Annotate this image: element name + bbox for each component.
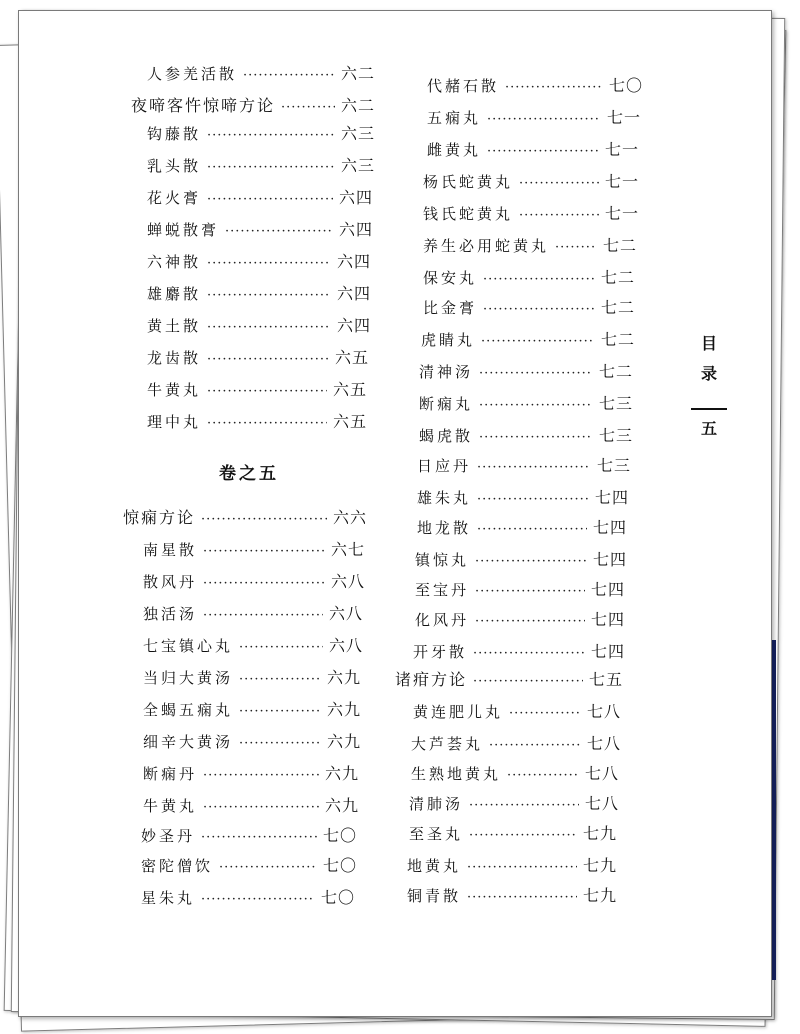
toc-entry — [147, 377, 367, 400]
toc-entry — [417, 453, 631, 476]
toc-entry — [407, 853, 617, 876]
toc-entry — [143, 793, 359, 816]
toc-entry — [427, 137, 639, 160]
toc-leader-dots — [239, 640, 323, 655]
toc-entry-title: 妙圣丹 — [141, 827, 196, 845]
toc-leader-dots — [239, 736, 321, 751]
toc-leader-dots — [487, 144, 599, 159]
toc-entry — [409, 791, 619, 814]
toc-leader-dots — [477, 522, 587, 537]
toc-leader-dots — [519, 208, 599, 223]
side-page-number: 五 — [700, 419, 717, 438]
toc-entry-title: 龙齿散 — [147, 349, 202, 367]
toc-entry-title: 细辛大黄汤 — [143, 733, 234, 751]
toc-entry — [147, 249, 371, 272]
toc-leader-dots — [201, 892, 315, 907]
toc-leader-dots — [509, 706, 581, 721]
toc-leader-dots — [203, 608, 323, 623]
toc-leader-dots — [475, 554, 587, 569]
toc-page-number: 六九 — [326, 732, 361, 751]
toc-page-number: 七二 — [600, 268, 635, 287]
toc-leader-dots — [555, 240, 597, 255]
toc-section-heading — [123, 505, 367, 528]
toc-entry — [143, 537, 365, 560]
toc-page-number: 六七 — [330, 540, 365, 559]
toc-leader-dots — [203, 576, 325, 591]
toc-entry — [423, 233, 637, 256]
toc-entry-title: 星朱丸 — [141, 889, 196, 907]
toc-leader-dots — [207, 192, 333, 207]
toc-entry-title: 惊痫方论 — [123, 508, 196, 527]
toc-leader-dots — [467, 890, 577, 905]
toc-entry — [415, 607, 625, 630]
toc-page-number: 七四 — [590, 610, 625, 629]
toc-page-number: 六四 — [338, 220, 373, 239]
toc-entry-title: 杨氏蛇黄丸 — [423, 173, 514, 191]
toc-page-number: 七四 — [590, 580, 625, 599]
toc-entry-title: 花火膏 — [147, 189, 202, 207]
toc-entry — [147, 153, 375, 176]
toc-entry-title: 至圣丸 — [409, 825, 464, 843]
toc-entry-title: 雄朱丸 — [417, 489, 472, 507]
toc-entry-title: 钱氏蛇黄丸 — [423, 205, 514, 223]
toc-entry — [413, 699, 621, 722]
toc-entry-title: 虎睛丸 — [421, 331, 476, 349]
side-label-mu: 目 — [700, 334, 717, 353]
toc-entry — [143, 697, 361, 720]
toc-page-number: 七二 — [602, 236, 637, 255]
toc-section-heading — [395, 667, 623, 690]
toc-leader-dots — [475, 614, 585, 629]
toc-page-number: 六九 — [324, 764, 359, 783]
toc-entry — [419, 391, 633, 414]
toc-entry-title: 化风丹 — [415, 611, 470, 629]
toc-page-number: 六四 — [336, 316, 371, 335]
toc-entry — [141, 885, 355, 908]
toc-leader-dots — [207, 128, 335, 143]
toc-entry — [423, 295, 635, 318]
toc-page-number: 七二 — [600, 330, 635, 349]
toc-entry-title: 夜啼客忤惊啼方论 — [131, 96, 276, 115]
toc-page-number: 七四 — [594, 488, 629, 507]
toc-leader-dots — [207, 352, 329, 367]
toc-page-number: 六五 — [332, 412, 367, 431]
toc-leader-dots — [201, 512, 327, 527]
toc-page-number: 六五 — [334, 348, 369, 367]
toc-entry — [423, 201, 639, 224]
toc-page-number: 七〇 — [322, 856, 357, 875]
toc-page-number: 七九 — [582, 856, 617, 875]
toc-leader-dots — [239, 704, 321, 719]
toc-entry — [411, 761, 619, 784]
toc-entry-title: 雄麝散 — [147, 285, 202, 303]
toc-leader-dots — [225, 224, 333, 239]
toc-page-number: 六八 — [328, 604, 363, 623]
toc-entry — [143, 761, 359, 784]
toc-leader-dots — [479, 430, 593, 445]
toc-entry-title: 养生必用蛇黄丸 — [423, 237, 550, 255]
toc-entry-title: 当归大黄汤 — [143, 669, 234, 687]
toc-entry — [143, 665, 361, 688]
toc-page-number: 七四 — [592, 518, 627, 537]
toc-entry — [411, 731, 621, 754]
toc-entry-title: 地黄丸 — [407, 857, 462, 875]
toc-entry-title: 牛黄丸 — [147, 381, 202, 399]
toc-entry-title: 雌黄丸 — [427, 141, 482, 159]
toc-leader-dots — [507, 768, 579, 783]
toc-page-number: 六八 — [328, 636, 363, 655]
volume-heading: 卷之五 — [219, 464, 279, 484]
toc-page-number: 六九 — [326, 700, 361, 719]
toc-page-number: 六六 — [332, 508, 367, 527]
toc-entry-title: 七宝镇心丸 — [143, 637, 234, 655]
toc-page-number: 七三 — [598, 426, 633, 445]
toc-entry — [417, 515, 627, 538]
toc-page-number: 六八 — [330, 572, 365, 591]
toc-entry-title: 铜青散 — [407, 887, 462, 905]
toc-page-number: 六二 — [340, 96, 375, 115]
toc-entry-title: 六神散 — [147, 253, 202, 271]
toc-leader-dots — [519, 176, 599, 191]
toc-entry — [409, 821, 617, 844]
toc-page-number: 七九 — [582, 824, 617, 843]
toc-entry — [407, 883, 617, 906]
toc-entry — [143, 729, 361, 752]
toc-entry-title: 人参羌活散 — [147, 65, 238, 83]
toc-entry-title: 散风丹 — [143, 573, 198, 591]
toc-page-number: 七四 — [592, 550, 627, 569]
toc-entry — [143, 633, 363, 656]
toc-leader-dots — [477, 460, 591, 475]
toc-leader-dots — [239, 672, 321, 687]
toc-entry — [147, 217, 373, 240]
toc-entry-title: 乳头散 — [147, 157, 202, 175]
toc-entry-title: 独活汤 — [143, 605, 198, 623]
toc-entry-title: 黄土散 — [147, 317, 202, 335]
toc-leader-dots — [203, 768, 319, 783]
toc-page-number: 七三 — [598, 394, 633, 413]
toc-page-number: 七〇 — [608, 76, 643, 95]
toc-entry — [147, 281, 371, 304]
toc-entry — [141, 853, 357, 876]
toc-leader-dots — [467, 860, 577, 875]
toc-entry-title: 保安丸 — [423, 269, 478, 287]
toc-entry-title: 诸疳方论 — [395, 670, 468, 689]
toc-page-number: 七一 — [604, 172, 639, 191]
toc-entry — [427, 73, 643, 96]
toc-entry — [415, 577, 625, 600]
toc-entry-title: 清肺汤 — [409, 795, 464, 813]
toc-leader-dots — [203, 800, 319, 815]
toc-entry — [147, 409, 367, 432]
toc-page-number: 六四 — [336, 252, 371, 271]
toc-page-number: 六五 — [332, 380, 367, 399]
toc-entry-title: 蝉蜕散膏 — [147, 221, 220, 239]
toc-leader-dots — [479, 366, 593, 381]
toc-leader-dots — [469, 798, 579, 813]
toc-entry-title: 五痫丸 — [427, 109, 482, 127]
toc-entry-title: 断痫丸 — [419, 395, 474, 413]
toc-entry — [423, 265, 635, 288]
toc-page-number: 六九 — [324, 796, 359, 815]
toc-leader-dots — [207, 416, 327, 431]
toc-entry-title: 密陀僧饮 — [141, 857, 214, 875]
toc-entry-title: 南星散 — [143, 541, 198, 559]
toc-page-number: 七四 — [590, 642, 625, 661]
toc-leader-dots — [207, 288, 331, 303]
toc-page-number: 七〇 — [320, 888, 355, 907]
toc-leader-dots — [475, 584, 585, 599]
toc-entry-title: 生熟地黄丸 — [411, 765, 502, 783]
toc-page-number: 七一 — [604, 140, 639, 159]
toc-entry — [419, 423, 633, 446]
toc-entry — [419, 359, 633, 382]
toc-entry-title: 日应丹 — [417, 457, 472, 475]
toc-page-number: 七八 — [584, 764, 619, 783]
toc-entry — [423, 169, 639, 192]
toc-page-number: 七二 — [598, 362, 633, 381]
toc-entry-title: 至宝丹 — [415, 581, 470, 599]
toc-entry-title: 代赭石散 — [427, 77, 500, 95]
toc-leader-dots — [469, 828, 577, 843]
toc-leader-dots — [207, 160, 335, 175]
toc-leader-dots — [207, 384, 327, 399]
toc-page-number: 七〇 — [322, 826, 357, 845]
toc-page-number: 七一 — [604, 204, 639, 223]
toc-entry-title: 大芦荟丸 — [411, 735, 484, 753]
toc-entry-title: 地龙散 — [417, 519, 472, 537]
toc-page-number: 七九 — [582, 886, 617, 905]
toc-entry — [413, 639, 625, 662]
toc-page-number: 七五 — [588, 670, 623, 689]
toc-entry — [147, 61, 375, 84]
toc-section-heading — [131, 93, 375, 116]
toc-entry — [147, 121, 375, 144]
toc-entry — [147, 185, 373, 208]
toc-entry-title: 全蝎五痫丸 — [143, 701, 234, 719]
toc-leader-dots — [473, 674, 583, 689]
toc-entry-title: 开牙散 — [413, 643, 468, 661]
toc-leader-dots — [483, 272, 595, 287]
toc-page-number: 六三 — [340, 156, 375, 175]
toc-page-number: 七一 — [606, 108, 641, 127]
toc-page-number: 七八 — [586, 702, 621, 721]
toc-leader-dots — [483, 302, 595, 317]
toc-page-number: 六四 — [336, 284, 371, 303]
toc-entry — [143, 569, 365, 592]
toc-leader-dots — [281, 100, 335, 115]
toc-entry-title: 钩藤散 — [147, 125, 202, 143]
toc-leader-dots — [487, 112, 601, 127]
toc-page-number: 七八 — [584, 794, 619, 813]
toc-entry-title: 镇惊丸 — [415, 551, 470, 569]
toc-leader-dots — [207, 256, 331, 271]
toc-leader-dots — [201, 830, 317, 845]
toc-entry-title: 黄连肥儿丸 — [413, 703, 504, 721]
toc-entry — [415, 547, 627, 570]
toc-entry-title: 清神汤 — [419, 363, 474, 381]
toc-page — [18, 10, 772, 1017]
toc-entry — [421, 327, 635, 350]
toc-entry — [143, 601, 363, 624]
side-divider — [691, 408, 727, 410]
toc-leader-dots — [207, 320, 331, 335]
toc-entry — [427, 105, 641, 128]
toc-page-number: 七三 — [596, 456, 631, 475]
toc-page-number: 六三 — [340, 124, 375, 143]
side-label-lu: 录 — [700, 364, 717, 383]
toc-page-number: 六九 — [326, 668, 361, 687]
toc-entry — [417, 485, 629, 508]
toc-leader-dots — [219, 860, 317, 875]
toc-entry — [147, 313, 371, 336]
toc-page-number: 七二 — [600, 298, 635, 317]
toc-page-number: 六二 — [340, 64, 375, 83]
toc-page-number: 七八 — [586, 734, 621, 753]
toc-page-number: 六四 — [338, 188, 373, 207]
toc-entry-title: 牛黄丸 — [143, 797, 198, 815]
toc-entry-title: 蝎虎散 — [419, 427, 474, 445]
toc-leader-dots — [203, 544, 325, 559]
toc-entry-title: 比金膏 — [423, 299, 478, 317]
toc-leader-dots — [489, 738, 581, 753]
toc-entry-title: 断痫丹 — [143, 765, 198, 783]
toc-entry — [147, 345, 369, 368]
toc-entry — [141, 823, 357, 846]
toc-entry-title: 理中丸 — [147, 413, 202, 431]
toc-leader-dots — [505, 80, 603, 95]
toc-leader-dots — [473, 646, 585, 661]
toc-leader-dots — [481, 334, 595, 349]
toc-leader-dots — [243, 68, 335, 83]
toc-leader-dots — [479, 398, 593, 413]
toc-leader-dots — [477, 492, 589, 507]
